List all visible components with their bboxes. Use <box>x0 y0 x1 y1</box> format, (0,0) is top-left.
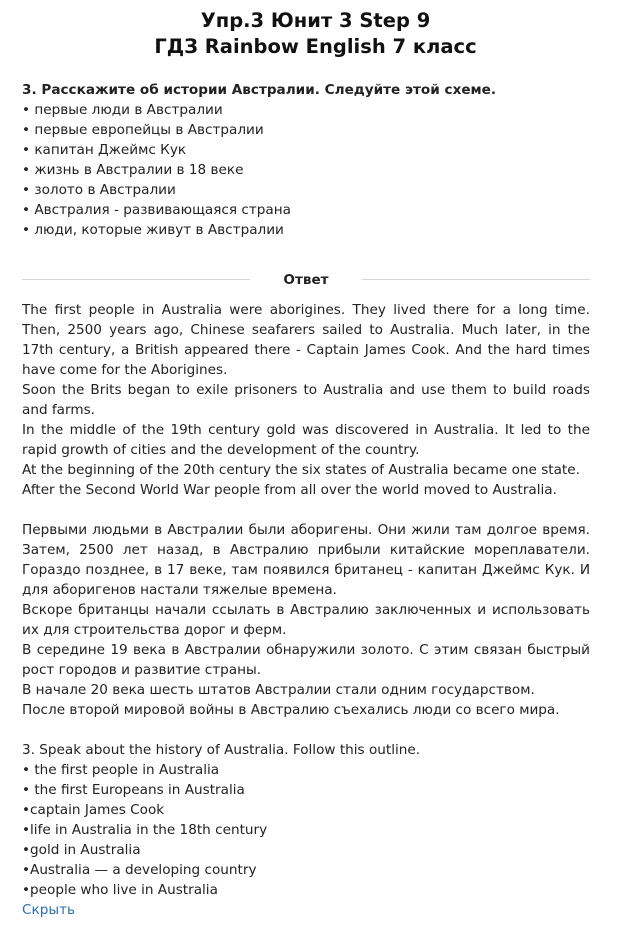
english-task-item: •people who live in Australia <box>22 882 218 898</box>
task-item: • золото в Австралии <box>22 182 176 198</box>
answer-paragraph-ru: После второй мировой войны в Австралию съехались люди со всего мира. <box>22 702 560 718</box>
task-item: • первые европейцы в Австралии <box>22 122 264 138</box>
page-title <box>0 0 631 60</box>
paragraph-gap <box>22 720 590 740</box>
divider-line-right <box>362 279 590 280</box>
hide-answer-link[interactable]: Скрыть <box>22 902 75 918</box>
answer-paragraph-en: After the Second World War people from all over the world moved to Australia. <box>22 482 557 498</box>
answer-paragraph-en: In the middle of the 19th century gold was discovered in Australia. It led to the rapid growth of cities and the development of the country. <box>22 422 590 458</box>
task-heading: 3. Расскажите об истории Австралии. Следуйте этой схеме. <box>22 82 497 98</box>
answer-block <box>22 300 590 920</box>
english-task-item: •life in Australia in the 18th century <box>22 822 268 838</box>
answer-paragraph-ru: В середине 19 века в Австралии обнаружили золото. С этим связан быстрый рост городов и развитие страны. <box>22 642 590 678</box>
task-item: • люди, которые живут в Австралии <box>22 222 284 238</box>
answer-paragraph-en: Soon the Brits began to exile prisoners to Australia and use them to build roads and farms. <box>22 382 590 418</box>
task-item: • жизнь в Австралии в 18 веке <box>22 162 244 178</box>
answer-divider <box>22 270 590 290</box>
answer-paragraph-ru: Первыми людьми в Австралии были аборигены. Они жили там долгое время. Затем, 2500 лет назад, в Австралию прибыли китайские мореплаватели. Гораздо позднее, в 17 веке, там появился британец - капитан Джеймс Кук. И для аборигенов настали тяжелые времена. <box>22 522 590 598</box>
page-title-line-1: Упр.3 Юнит 3 Step 9 <box>200 9 431 32</box>
task-item: • первые люди в Австралии <box>22 102 223 118</box>
answer-paragraph-en: At the beginning of the 20th century the six states of Australia became one state. <box>22 462 580 478</box>
task-item: • капитан Джеймс Кук <box>22 142 187 158</box>
task-item: • Австралия - развивающаяся страна <box>22 202 291 218</box>
page-title-line-2: ГДЗ Rainbow English 7 класс <box>154 35 477 58</box>
answer-label: Ответ <box>283 272 329 288</box>
english-task-item: • the first Europeans in Australia <box>22 782 245 798</box>
paragraph-gap <box>22 500 590 520</box>
english-task-item: •captain James Cook <box>22 802 165 818</box>
answer-paragraph-en: The first people in Australia were aborigines. They lived there for a long time. Then, 2500 years ago, Chinese seafarers sailed to Australia. Much later, in the 17th century, a British appeared there - Captain James Cook. And the hard times have come for the Aborigines. <box>22 302 590 378</box>
english-task-item: •gold in Australia <box>22 842 141 858</box>
task-block <box>22 80 612 240</box>
english-task-item: • the first people in Australia <box>22 762 220 778</box>
answer-paragraph-ru: В начале 20 века шесть штатов Австралии стали одним государством. <box>22 682 535 698</box>
english-task-item: •Australia — a developing country <box>22 862 257 878</box>
english-task-heading: 3. Speak about the history of Australia. Follow this outline. <box>22 742 421 758</box>
answer-paragraph-ru: Вскоре британцы начали ссылать в Австралию заключенных и использовать их для строительства дорог и ферм. <box>22 602 590 638</box>
